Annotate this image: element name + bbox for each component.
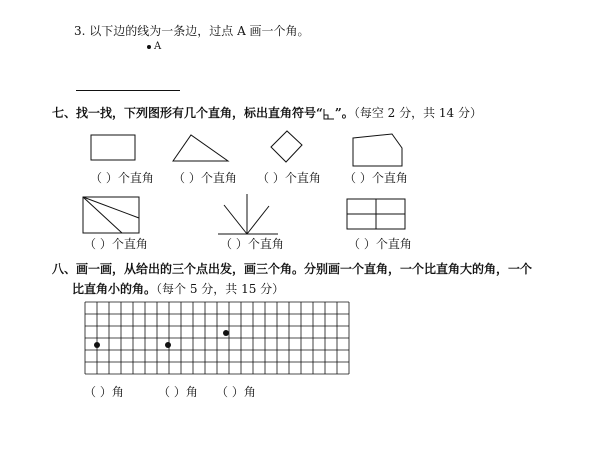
answer-blank[interactable]: （ ）个直角 <box>257 171 321 185</box>
angle-answer-blank[interactable]: （ ）角 <box>158 385 198 399</box>
angle-answer-blank[interactable]: （ ）角 <box>216 385 256 399</box>
q8-title-part-2: 比直角小的角。 <box>72 282 157 296</box>
answer-blank[interactable]: （ ）个直角 <box>344 171 408 185</box>
answer-blank[interactable]: （ ）个直角 <box>84 237 148 251</box>
answer-blank[interactable]: （ ）个直角 <box>90 171 154 185</box>
answer-blank[interactable]: （ ）个直角 <box>173 171 237 185</box>
q8-score: （每个 5 分，共 15 分） <box>156 282 285 296</box>
angle-answer-blank[interactable]: （ ）角 <box>84 385 124 399</box>
start-point-2[interactable] <box>165 342 171 348</box>
question-3-text: 3. 以下边的线为一条边，过点 A 画一个角。 <box>74 24 310 38</box>
start-point-3[interactable] <box>223 330 229 336</box>
q7-score: （每空 2 分，共 14 分） <box>353 106 482 120</box>
answer-blank[interactable]: （ ）个直角 <box>348 237 412 251</box>
q7-title-part-b: ”。 <box>334 106 354 120</box>
start-point-1[interactable] <box>94 342 100 348</box>
question-8-title: 八、画一画，从给出的三个点出发，画三个角。分别画一个直角，一个比直角大的角，一个 <box>52 262 533 276</box>
answer-blank[interactable]: （ ）个直角 <box>220 237 284 251</box>
point-a-label: A <box>154 41 162 52</box>
q7-title-part-a: 七、找一找，下列图形有几个直角，标出直角符号“ <box>52 106 323 120</box>
